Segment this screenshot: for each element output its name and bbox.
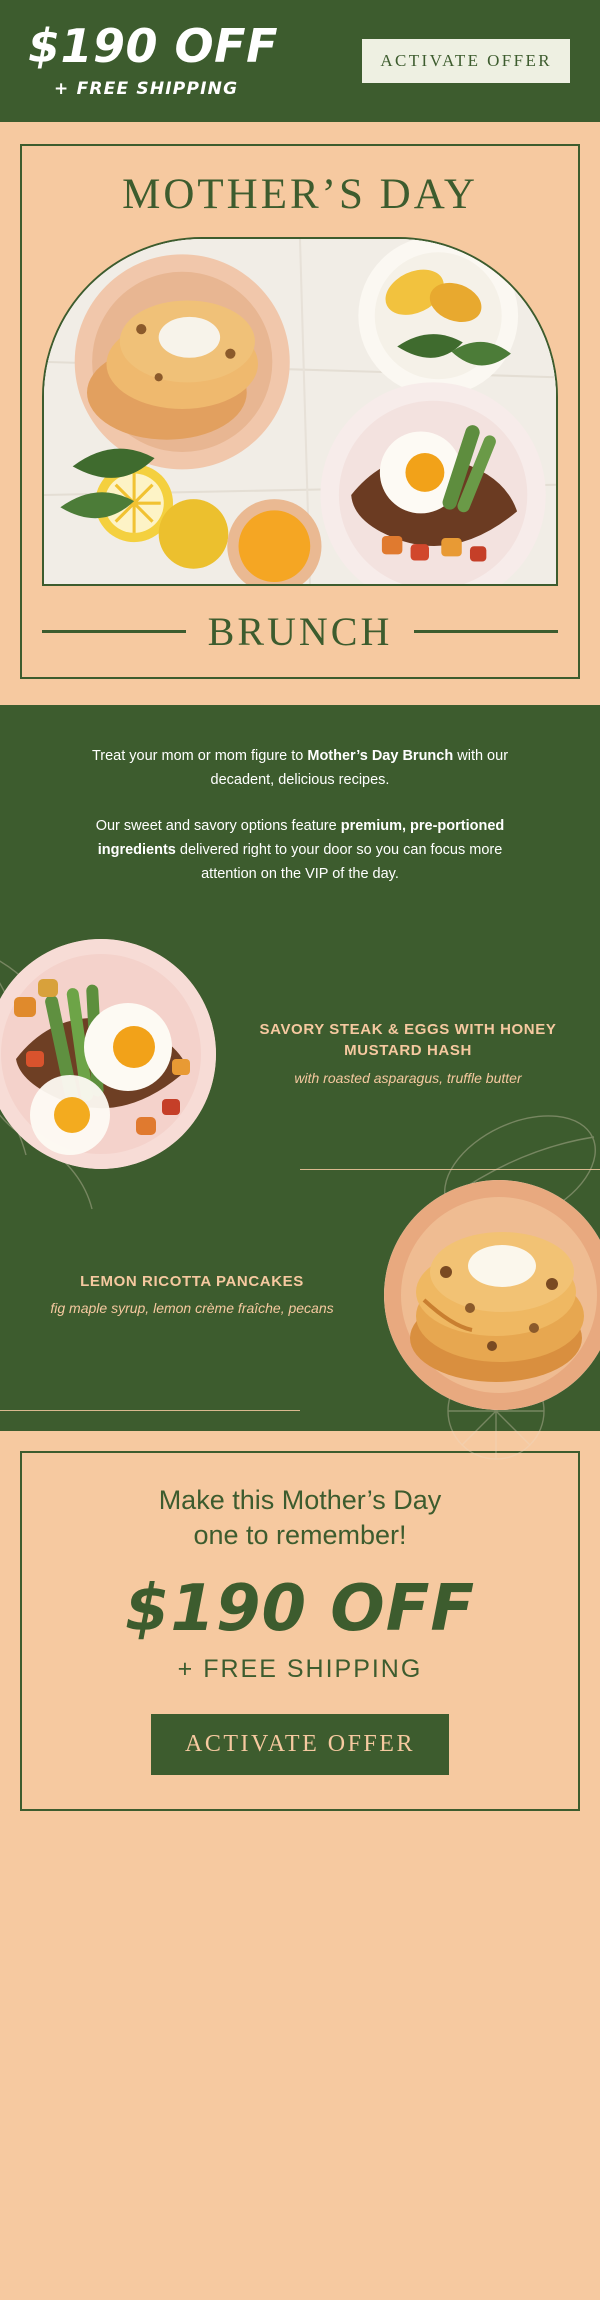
footer-frame — [20, 1451, 580, 1811]
hero-food-photo — [44, 239, 556, 586]
promo-topbar — [0, 0, 600, 122]
intro-paragraph-2 — [70, 815, 530, 887]
intro-p2-bold: premium, pre-portioned ingredients — [97, 817, 505, 858]
activate-offer-button-bottom[interactable]: ACTIVATE OFFER — [151, 1714, 449, 1775]
hero-image — [42, 237, 558, 586]
footer-headline-line1: Make this Mother’s Day — [158, 1484, 442, 1515]
intro-p2-part2: delivered right to your door so you can focus more attention on the VIP of the day. — [175, 841, 503, 882]
footer-free-shipping: + FREE SHIPPING — [177, 1654, 423, 1683]
intro-p1-part2: with our decadent, delicious recipes. — [210, 748, 509, 788]
intro-p1-part1: Treat your mom or mom figure to — [91, 748, 308, 764]
dish-desc-pancakes: fig maple syrup, lemon crème fraîche, pecans — [50, 1300, 334, 1317]
hero-subtitle: BRUNCH — [207, 609, 393, 654]
promo-topbar-text — [28, 19, 278, 99]
intro-p1-bold: Mother’s Day Brunch — [307, 748, 454, 764]
footer-section — [0, 1431, 600, 1837]
divider-right — [414, 630, 558, 633]
dish-name-steak-eggs: SAVORY STEAK & EGGS WITH HONEY MUSTARD HASH — [259, 1020, 557, 1060]
footer-offer-amount: $190 OFF — [124, 1571, 476, 1646]
menu-item-savory-steak — [0, 921, 600, 1169]
hero-section — [0, 122, 600, 705]
intro-p2-part1: Our sweet and savory options feature — [95, 817, 341, 834]
dish-photo-pancakes — [384, 1180, 600, 1410]
menu-section — [0, 921, 600, 1431]
hero-subtitle-row — [42, 608, 558, 655]
footer-headline — [46, 1483, 554, 1553]
activate-offer-button-top[interactable]: ACTIVATE OFFER — [360, 37, 572, 85]
dish-photo-pancakes-image — [384, 1180, 600, 1410]
hero-frame — [20, 144, 580, 679]
dish-desc-steak-eggs: with roasted asparagus, truffle butter — [294, 1070, 522, 1087]
intro-paragraph-1 — [70, 745, 530, 793]
dish-divider-2 — [0, 1410, 300, 1411]
dish-text-steak-eggs — [216, 1019, 600, 1089]
dish-photo-steak-eggs-image — [0, 939, 216, 1169]
topbar-free-shipping: + FREE SHIPPING — [54, 79, 239, 99]
topbar-offer-amount: $190 OFF — [28, 19, 278, 73]
hero-title: MOTHER’S DAY — [122, 171, 478, 218]
dish-text-pancakes — [0, 1271, 384, 1319]
menu-item-lemon-ricotta-pancakes — [0, 1170, 600, 1410]
divider-left — [42, 630, 186, 633]
intro-section — [0, 705, 600, 921]
dish-photo-steak-eggs — [0, 939, 216, 1169]
footer-headline-line2: one to remember! — [193, 1519, 407, 1550]
dish-name-pancakes: LEMON RICOTTA PANCAKES — [80, 1272, 304, 1290]
